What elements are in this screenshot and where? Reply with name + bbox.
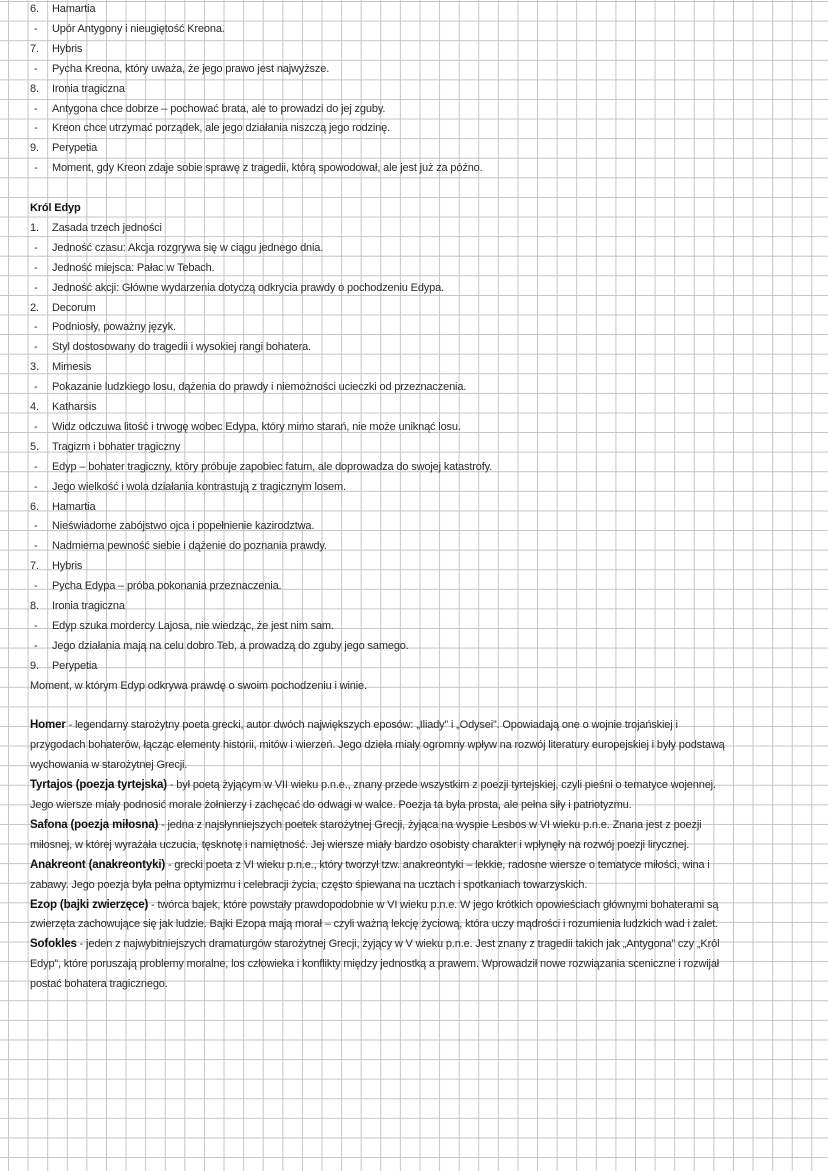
item-text: Hybris xyxy=(52,42,83,55)
bullet-item xyxy=(30,517,314,537)
dash-bullet: - xyxy=(34,540,38,553)
author-name: Ezop (bajki zwierzęce) xyxy=(30,898,149,911)
dash-bullet: - xyxy=(34,122,38,135)
item-text: Jego wielkość i wola działania kontrastują z tragicznym losem. xyxy=(52,480,346,493)
item-text: Antygona chce dobrze – pochować brata, ale to prowadzi do jej zguby. xyxy=(52,102,386,115)
item-text: Jego działania mają na celu dobro Teb, a prowadzą do zguby jego samego. xyxy=(52,639,409,652)
author-name: Sofokles xyxy=(30,938,77,951)
author-entry-continuation xyxy=(30,955,719,975)
bullet-item xyxy=(30,100,385,120)
dash-bullet: - xyxy=(34,480,38,493)
numbered-heading xyxy=(30,557,82,577)
item-text: Kreon chce utrzymać porządek, ale jego działania niszczą jego rodzinę. xyxy=(52,122,391,135)
item-text: Jedność miejsca: Pałac w Tebach. xyxy=(52,261,215,274)
dash-bullet: - xyxy=(34,62,38,75)
item-text: Jedność akcji: Główne wydarzenia dotyczą odkrycia prawdy o pochodzeniu Edypa. xyxy=(52,281,445,294)
bullet-item xyxy=(30,159,483,179)
author-entry-continuation xyxy=(30,915,718,935)
author-entry-continuation xyxy=(30,876,587,896)
bullet-item xyxy=(30,239,323,259)
item-number: 9. xyxy=(30,142,39,155)
item-number: 9. xyxy=(30,659,39,672)
item-text: Hamartia xyxy=(52,3,96,15)
author-name: Anakreont (anakreontyki) xyxy=(30,858,166,871)
author-description: postać bohatera tragicznego. xyxy=(30,978,168,991)
bullet-item xyxy=(30,318,176,338)
bullet-item xyxy=(30,577,281,597)
numbered-heading xyxy=(30,438,180,458)
author-description: - legendarny starożytny poeta grecki, autor dwóch największych eposów: „Iliady” i „Odysei”. Opowiadają one o wojnie trojańskiej i xyxy=(65,719,678,732)
item-text: Podniosły, poważny język. xyxy=(52,321,176,334)
item-text: Widz odczuwa litość i trwogę wobec Edypa, który mimo starań, nie może uniknąć losu. xyxy=(52,420,461,433)
bullet-item xyxy=(30,279,444,299)
bullet-item xyxy=(30,60,329,80)
bullet-item xyxy=(30,418,461,438)
author-description: Edyp”, które poruszają problemy moralne, los człowieka i konflikty między jednostką a prawem. Wprowadził nowe rozwiązania sceniczne i rozwijał xyxy=(30,958,720,971)
item-text: Moment, gdy Kreon zdaje sobie sprawę z tragedii, którą spowodował, ale jest już za późno. xyxy=(52,162,483,175)
item-text: Tragizm i bohater tragiczny xyxy=(52,440,181,453)
item-number: 8. xyxy=(30,600,39,612)
numbered-heading xyxy=(30,657,97,677)
item-text: Edyp – bohater tragiczny, który próbuje zapobiec fatum, ale doprowadza do swojej katastrofy. xyxy=(52,460,493,473)
dash-bullet: - xyxy=(34,341,38,354)
dash-bullet: - xyxy=(34,22,38,35)
author-entry-continuation xyxy=(30,756,187,776)
bullet-item xyxy=(30,637,409,657)
dash-bullet: - xyxy=(34,321,38,334)
item-number: 6. xyxy=(30,500,39,513)
item-text: Pokazanie ludzkiego losu, dążenia do prawdy i niemożności ucieczki od przeznaczenia. xyxy=(52,381,467,394)
section-title: Król Edyp xyxy=(30,202,81,214)
item-number: 2. xyxy=(30,301,39,314)
author-entry-continuation xyxy=(30,975,168,995)
numbered-heading xyxy=(30,597,125,617)
numbered-heading xyxy=(30,80,125,100)
author-entry-continuation xyxy=(30,836,689,856)
author-name: Tyrtajos (poezja tyrtejska) xyxy=(30,779,167,792)
item-text: Jedność czasu: Akcja rozgrywa się w ciągu jednego dnia. xyxy=(52,241,324,254)
item-text: Katharsis xyxy=(52,401,97,413)
item-number: 3. xyxy=(30,361,39,374)
item-text: Nadmierna pewność siebie i dążenie do poznania prawdy. xyxy=(52,540,327,553)
numbered-heading xyxy=(30,358,91,378)
item-text: Hamartia xyxy=(52,500,96,513)
dash-bullet: - xyxy=(34,520,38,533)
author-entry xyxy=(30,716,678,736)
author-description: wychowania w starożytnej Grecji. xyxy=(30,759,188,772)
item-text: Perypetia xyxy=(52,659,98,672)
author-entry xyxy=(30,856,710,876)
bullet-item xyxy=(30,677,367,697)
numbered-heading xyxy=(30,0,95,20)
author-description: Jego wiersze miały podnosić morale żołnierzy i zachęcać do odwagi w walce. Poezja ta była prosta, ale pełna siły i patriotyzmu. xyxy=(30,799,632,811)
dash-bullet: - xyxy=(34,580,38,593)
dash-bullet: - xyxy=(34,420,38,433)
author-description: - twórca bajek, które powstały prawdopodobnie w VI wieku p.n.e. W jego krótkich opowieściach głównymi bohaterami są xyxy=(148,898,719,911)
author-description: miłosnej, w której wyrażała uczucia, tęsknotę i namiętność. Jej wiersze miały bardzo osobisty charakter i wpłynęły na rozwój poezji lirycznej. xyxy=(30,838,690,851)
author-description: zwierzęta zachowujące się jak ludzie. Bajki Ezopa mają morał – czyli ważną lekcję życiową, która uczy mądrości i rozumienia ludzkich wad i zalet. xyxy=(30,918,719,931)
item-number: 5. xyxy=(30,440,39,453)
author-description: - jedna z najsłynniejszych poetek starożytnej Grecji, żyjąca na wyspie Lesbos w VI wieku p.n.e. Znana jest z poezji xyxy=(158,818,702,831)
item-text: Upór Antygony i nieugiętość Kreona. xyxy=(52,22,225,35)
item-number: 4. xyxy=(30,401,39,413)
numbered-heading xyxy=(30,219,162,239)
author-name: Safona (poezja miłosna) xyxy=(30,818,159,831)
bullet-item xyxy=(30,259,215,279)
author-description: zabawy. Jego poezja była pełna optymizmu i celebracji życia, często śpiewana na ucztach i spotkaniach towarzyskich. xyxy=(30,878,588,891)
item-text: Mimesis xyxy=(52,361,92,374)
bullet-item xyxy=(30,119,390,139)
dash-bullet: - xyxy=(34,460,38,473)
author-description: - grecki poeta z VI wieku p.n.e., który tworzył tzw. anakreontyki – lekkie, radosne wiersze o tematyce miłości, wina i xyxy=(165,858,710,871)
dash-bullet: - xyxy=(34,381,38,394)
item-number: 1. xyxy=(30,221,39,234)
item-text: Edyp szuka mordercy Lajosa, nie wiedząc, że jest nim sam. xyxy=(52,619,334,632)
bullet-item xyxy=(30,378,466,398)
bullet-item xyxy=(30,20,225,40)
item-text: Pycha Edypa – próba pokonania przeznaczenia. xyxy=(52,580,282,593)
item-text: Styl dostosowany do tragedii i wysokiej rangi bohatera. xyxy=(52,341,311,354)
item-number: 7. xyxy=(30,42,39,55)
author-name: Homer xyxy=(30,719,66,732)
item-text: Perypetia xyxy=(52,142,98,155)
bullet-item xyxy=(30,617,334,637)
item-number: 6. xyxy=(30,3,39,15)
author-entry-continuation xyxy=(30,796,632,816)
numbered-heading xyxy=(30,139,97,159)
dash-bullet: - xyxy=(34,281,38,294)
bullet-item xyxy=(30,458,492,478)
dash-bullet: - xyxy=(34,639,38,652)
numbered-heading xyxy=(30,299,96,319)
item-number: 7. xyxy=(30,560,39,573)
author-entry xyxy=(30,935,719,955)
author-entry xyxy=(30,816,701,836)
dash-bullet: - xyxy=(34,619,38,632)
item-number: 8. xyxy=(30,82,39,95)
author-description: - był poetą żyjącym w VII wieku p.n.e., znany przede wszystkim z poezji tyrtejskiej, czyli pieśni o tematyce wojennej. xyxy=(166,779,716,792)
bullet-item xyxy=(30,537,327,557)
item-text: Decorum xyxy=(52,301,96,314)
numbered-heading xyxy=(30,398,97,418)
item-text: Pycha Kreona, który uważa, że jego prawo jest najwyższe. xyxy=(52,62,330,75)
item-text: Ironia tragiczna xyxy=(52,82,125,95)
numbered-heading xyxy=(30,40,82,60)
item-text: Ironia tragiczna xyxy=(52,600,125,612)
author-entry-continuation xyxy=(30,736,725,756)
dash-bullet: - xyxy=(34,241,38,254)
author-description: - jeden z najwybitniejszych dramaturgów starożytnej Grecji, żyjący w V wieku p.n.e. Jest znany z tragedii takich jak „Antygona” czy „Król xyxy=(76,938,720,951)
author-entry xyxy=(30,776,716,796)
item-text: Zasada trzech jedności xyxy=(52,221,162,234)
author-entry xyxy=(30,896,718,916)
dash-bullet: - xyxy=(34,261,38,274)
author-description: przygodach bohaterów, łącząc elementy historii, mitów i wierzeń. Jego dzieła miały ogromny wpływ na rozwój literatury europejskiej i były podstawą xyxy=(30,739,725,752)
bullet-item xyxy=(30,478,346,498)
numbered-heading xyxy=(30,498,95,518)
dash-bullet: - xyxy=(34,162,38,175)
item-text: Moment, w którym Edyp odkrywa prawdę o swoim pochodzeniu i winie. xyxy=(30,679,367,692)
dash-bullet: - xyxy=(34,102,38,115)
bullet-item xyxy=(30,338,311,358)
item-text: Hybris xyxy=(52,560,83,573)
item-text: Nieświadome zabójstwo ojca i popełnienie kazirodztwa. xyxy=(52,520,315,533)
